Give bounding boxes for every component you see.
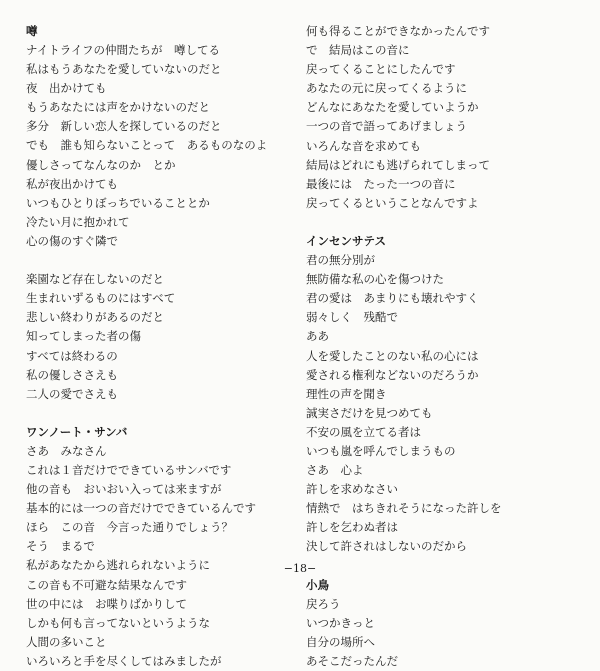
lyric-line: さあ みなさん (26, 443, 107, 458)
lyric-line: 理性の声を聞き (306, 386, 387, 401)
song-title: 噂 (26, 24, 38, 38)
lyric-line: 多分 新しい恋人を探しているのだと (26, 119, 222, 134)
stanza-break (26, 404, 308, 423)
lyric-line: 不安の風を立てる者は (306, 424, 421, 439)
lyric-line: ナイトライフの仲間たちが 噂してる (26, 43, 221, 57)
lyric-line: 人間の多いこと (26, 634, 107, 649)
lyric-line: 弱々しく 残酷で (306, 310, 398, 325)
song-title: 小鳥 (306, 577, 329, 592)
lyric-line: 私が夜出かけても (26, 176, 118, 191)
lyric-line: 楽園など存在しないのだと (26, 272, 164, 287)
lyric-line: これは１音だけでできているサンバです (26, 462, 232, 477)
lyric-line: 心の傷のすぐ隣で (26, 233, 118, 248)
lyric-line: ああ (306, 329, 329, 344)
lyric-line: いつかきっと (306, 615, 375, 630)
lyric-line: あそこだったんだ (306, 653, 398, 668)
lyric-line: 他の音も おいおい入っては来ますが (26, 482, 222, 497)
lyric-line: 戻ってくることにしたんです (306, 62, 456, 77)
song-title: インセンサテス (306, 234, 387, 249)
lyric-line: 誠実さだけを見つめても (306, 405, 433, 420)
song-title: ワンノート・サンバ (26, 424, 128, 439)
lyric-line: 世の中には お喋りばかりして (26, 596, 187, 611)
stanza-break (26, 251, 308, 270)
lyric-line: 夜 出かけても (26, 81, 107, 96)
lyric-line: どんなにあなたを愛していようか (306, 100, 479, 115)
lyric-line: 何も得ることができなかったんです (306, 24, 490, 38)
lyric-line: いろいろと手を尽くしてはみましたが (26, 653, 222, 668)
lyric-line: 優しさってなんなのか とか (26, 157, 176, 172)
lyric-line: でも 誰も知らないことって あるものなのよ (26, 138, 268, 153)
lyric-line: 決して許されはしないのだから (306, 539, 467, 554)
lyric-line: 許しを乞わぬ者は (306, 520, 398, 535)
lyric-line: あなたの元に戻ってくるように (306, 81, 467, 96)
lyric-line: 生まれいずるものにはすべて (26, 291, 176, 306)
lyric-line: 基本的には一つの音だけでできているんです (26, 501, 256, 516)
lyric-line: 二人の愛でさえも (26, 386, 118, 401)
lyric-line: この音も不可避な結果なんです (26, 577, 187, 592)
lyric-line: いつも嵐を呼んでしまうもの (306, 443, 456, 458)
lyric-line: 悲しい終わりがあるのだと (26, 310, 164, 325)
lyric-line: 知ってしまった者の傷 (26, 329, 141, 344)
lyric-line: もうあなたには声をかけないのだと (26, 100, 210, 115)
lyric-line: しかも何も言ってないというような (26, 615, 210, 630)
lyric-line: さあ 心よ (306, 463, 364, 478)
lyric-line: 一つの音で語ってあげましょう (306, 119, 467, 134)
lyric-line: 私の優しささえも (26, 367, 118, 382)
stanza-break (306, 213, 588, 232)
lyric-line: いつもひとりぼっちでいることとか (26, 195, 210, 210)
lyric-line: 情熱で はちきれそうになった許しを (306, 501, 502, 516)
lyric-line: 私があなたから逃れられないように (26, 558, 210, 573)
lyric-line: 許しを求めなさい (306, 482, 398, 497)
lyric-line: 君の愛は あまりにも壊れやすく (306, 291, 479, 306)
lyric-line: 愛される権利などないのだろうか (306, 367, 479, 382)
lyric-line: 戻ろう (306, 596, 341, 611)
lyric-line: すべては終わるの (26, 348, 118, 363)
lyric-line: 冷たい月に抱かれて (26, 214, 130, 229)
lyric-line: いろんな音を求めても (306, 138, 421, 153)
lyric-line: 無防備な私の心を傷つけた (306, 272, 444, 287)
page-number: −18− (283, 562, 317, 575)
lyric-line: 最後には たった一つの音に (306, 176, 456, 191)
lyric-line: 結局はどれにも逃げられてしまって (306, 157, 490, 172)
lyric-line: 私はもうあなたを愛していないのだと (26, 62, 222, 77)
lyric-line: 自分の場所へ (306, 634, 375, 649)
lyric-line: で 結局はこの音に (306, 43, 410, 58)
lyric-line: 戻ってくるということなんですよ (306, 195, 479, 210)
lyric-line: 君の無分別が (306, 253, 375, 268)
lyric-line: 人を愛したことのない私の心には (306, 348, 479, 363)
lyric-line: ほら この音 今言った通りでしょう？ (26, 520, 233, 535)
lyric-line: そう まるで (26, 539, 95, 554)
